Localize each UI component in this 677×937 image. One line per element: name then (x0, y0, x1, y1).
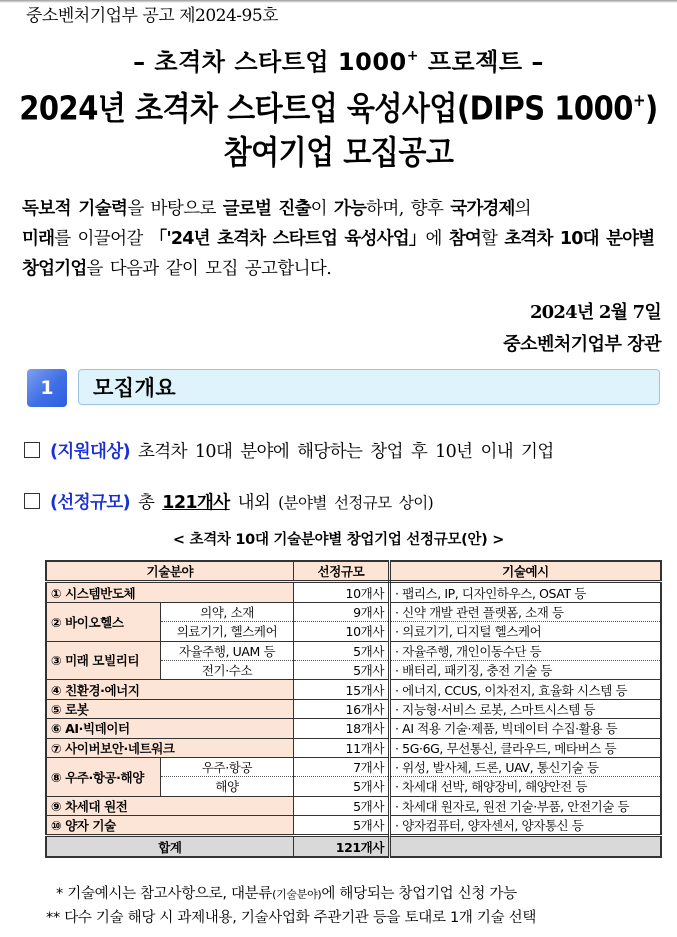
cell-count: 5개사 (293, 816, 389, 836)
intro-seg: 를 이끌어갈 (54, 229, 150, 249)
cell-category: ⑧ 우주·항공·해양 (46, 757, 161, 796)
total-count-emphasis: 121개사 (162, 493, 230, 513)
table-row (46, 738, 661, 757)
bullet-note: (분야별 선정규모 상이) (278, 494, 434, 512)
intro-seg: 하며, 향후 (366, 199, 451, 219)
table-header-row (46, 561, 661, 582)
title-text-post: ) (645, 89, 658, 128)
intro-seg: 초격차 10대 분야별 창업기업 (22, 229, 655, 279)
notice-number: 중소벤처기업부 공고 제2024-95호 (26, 6, 279, 26)
cell-example: · AI 적용 기술·제품, 빅데이터 수집·활용 등 (390, 719, 661, 738)
title-sup: + (632, 90, 646, 111)
cell-example: · 신약 개발 관련 플랫폼, 소재 등 (390, 602, 661, 621)
intro-seg: 의 (514, 199, 531, 219)
cell-category: ③ 미래 모빌리티 (46, 641, 161, 680)
intro-seg: 을 다음과 같이 모집 공고합니다. (86, 259, 332, 279)
cell-total-label: 합계 (46, 836, 293, 857)
subtitle-sup: + (406, 48, 419, 64)
page-title-line1 (0, 84, 677, 130)
cell-example: · 배터리, 패키징, 충전 기술 등 (390, 660, 661, 679)
cell-count: 10개사 (293, 582, 389, 602)
subtitle-text-post: 프로젝트 – (418, 48, 544, 76)
square-bullet-icon (24, 442, 40, 458)
cell-count: 16개사 (293, 699, 389, 718)
cell-example: · 위성, 발사체, 드론, UAV, 통신기술 등 (390, 757, 661, 776)
page-title-line2: 참여기업 모집공고 (223, 133, 454, 172)
cell-count: 5개사 (293, 641, 389, 660)
bullet-text: 내외 (229, 493, 279, 513)
intro-seg: 「'24년 초격차 스타트업 육성사업」 (149, 229, 426, 249)
table-row (46, 816, 661, 836)
cell-count: 15개사 (293, 680, 389, 699)
cell-subcategory: 자율주행, UAM 등 (161, 641, 294, 660)
table-row (46, 641, 661, 660)
cell-count: 5개사 (293, 796, 389, 815)
table-total-row (46, 836, 661, 857)
cell-example: · 팹리스, IP, 디자인하우스, OSAT 등 (390, 582, 661, 602)
col-header-examples: 기술예시 (390, 561, 661, 582)
footnote-text: * 기술예시는 참고사항으로, 대분류 (56, 886, 273, 902)
cell-category: ⑦ 사이버보안·네트워크 (46, 738, 293, 757)
cell-example: · 자율주행, 개인이동수단 등 (390, 641, 661, 660)
cell-category: ⑩ 양자 기술 (46, 816, 293, 836)
cell-category: ⑥ AI·빅데이터 (46, 719, 293, 738)
section-title: 모집개요 (78, 369, 660, 405)
bullet-text: 초격차 10대 분야에 해당하는 창업 후 10년 이내 기업 (130, 442, 554, 462)
table-row (46, 719, 661, 738)
bullet-label: (선정규모) (50, 493, 131, 513)
cell-count: 18개사 (293, 719, 389, 738)
bullet-text: 총 (130, 493, 163, 513)
col-header-field: 기술분야 (46, 561, 293, 582)
intro-paragraph (22, 194, 662, 284)
table-caption: < 초격차 10대 기술분야별 창업기업 선정규모(안) > (172, 532, 505, 548)
cell-count: 7개사 (293, 757, 389, 776)
intro-seg: 할 (481, 229, 505, 249)
footnote-1 (56, 882, 517, 903)
intro-seg: 국가경제 (450, 199, 515, 219)
col-header-count: 선정규모 (293, 561, 389, 582)
table-row (46, 699, 661, 718)
bullet-label: (지원대상) (50, 442, 131, 462)
cell-count: 5개사 (293, 777, 389, 796)
section-number-badge: 1 (27, 369, 67, 407)
cell-total-empty (390, 836, 661, 857)
cell-subcategory: 전기·수소 (161, 660, 294, 679)
project-subtitle (0, 42, 677, 77)
cell-subcategory: 의료기기, 헬스케어 (161, 622, 294, 641)
intro-seg: 을 바탕으로 (127, 199, 223, 219)
table-row (46, 602, 661, 621)
table-row (46, 680, 661, 699)
cell-example: · 양자컴퓨터, 양자센서, 양자통신 등 (390, 816, 661, 836)
cell-subcategory: 의약, 소재 (161, 602, 294, 621)
cell-example: · 에너지, CCUS, 이차전지, 효율화 시스템 등 (390, 680, 661, 699)
table-row (46, 582, 661, 602)
cell-subcategory: 우주·항공 (161, 757, 294, 776)
intro-seg: 이 (310, 199, 334, 219)
cell-example: · 차세대 원자로, 원전 기술·부품, 안전기술 등 (390, 796, 661, 815)
cell-subcategory: 해양 (161, 777, 294, 796)
intro-seg: 미래 (22, 229, 55, 249)
cell-category: ⑨ 차세대 원전 (46, 796, 293, 815)
cell-example: · 지능형·서비스 로봇, 스마트시스템 등 (390, 699, 661, 718)
footnote-text: 에 해당되는 창업기업 신청 가능 (321, 886, 517, 902)
announcement-date: 2024년 2월 7일 (529, 302, 661, 323)
intro-seg: 에 (425, 229, 449, 249)
table-row (46, 796, 661, 815)
intro-seg: 참여 (448, 229, 482, 249)
footnote-2: ** 다수 기술 해당 시 과제내용, 기술사업화 주관기관 등을 토대로 1개 기술 선택 (46, 910, 537, 926)
bullet-target (24, 438, 554, 463)
selection-table (45, 560, 662, 858)
cell-total-count: 121개사 (293, 836, 389, 857)
cell-count: 11개사 (293, 738, 389, 757)
cell-example: · 차세대 선박, 해양장비, 해양안전 등 (390, 777, 661, 796)
subtitle-text: – 초격차 스타트업 1000 (133, 48, 407, 76)
bullet-scale (24, 489, 433, 514)
cell-category: ⑤ 로봇 (46, 699, 293, 718)
cell-example: · 의료기기, 디지털 헬스케어 (390, 622, 661, 641)
cell-count: 5개사 (293, 660, 389, 679)
footnote-small: (기술분야) (272, 888, 322, 901)
cell-category: ④ 친환경·에너지 (46, 680, 293, 699)
title-text: 2024년 초격차 스타트업 육성사업(DIPS 1000 (19, 89, 633, 128)
intro-seg: 글로벌 진출 (222, 199, 311, 219)
cell-example: · 5G·6G, 무선통신, 클라우드, 메타버스 등 (390, 738, 661, 757)
table-row (46, 757, 661, 776)
intro-seg: 독보적 기술력 (22, 199, 128, 219)
cell-category: ① 시스템반도체 (46, 582, 293, 602)
cell-count: 10개사 (293, 622, 389, 641)
square-bullet-icon (24, 493, 40, 509)
issuer: 중소벤처기업부 장관 (503, 334, 661, 355)
cell-category: ② 바이오헬스 (46, 602, 161, 641)
intro-seg: 가능 (333, 199, 367, 219)
cell-count: 9개사 (293, 602, 389, 621)
